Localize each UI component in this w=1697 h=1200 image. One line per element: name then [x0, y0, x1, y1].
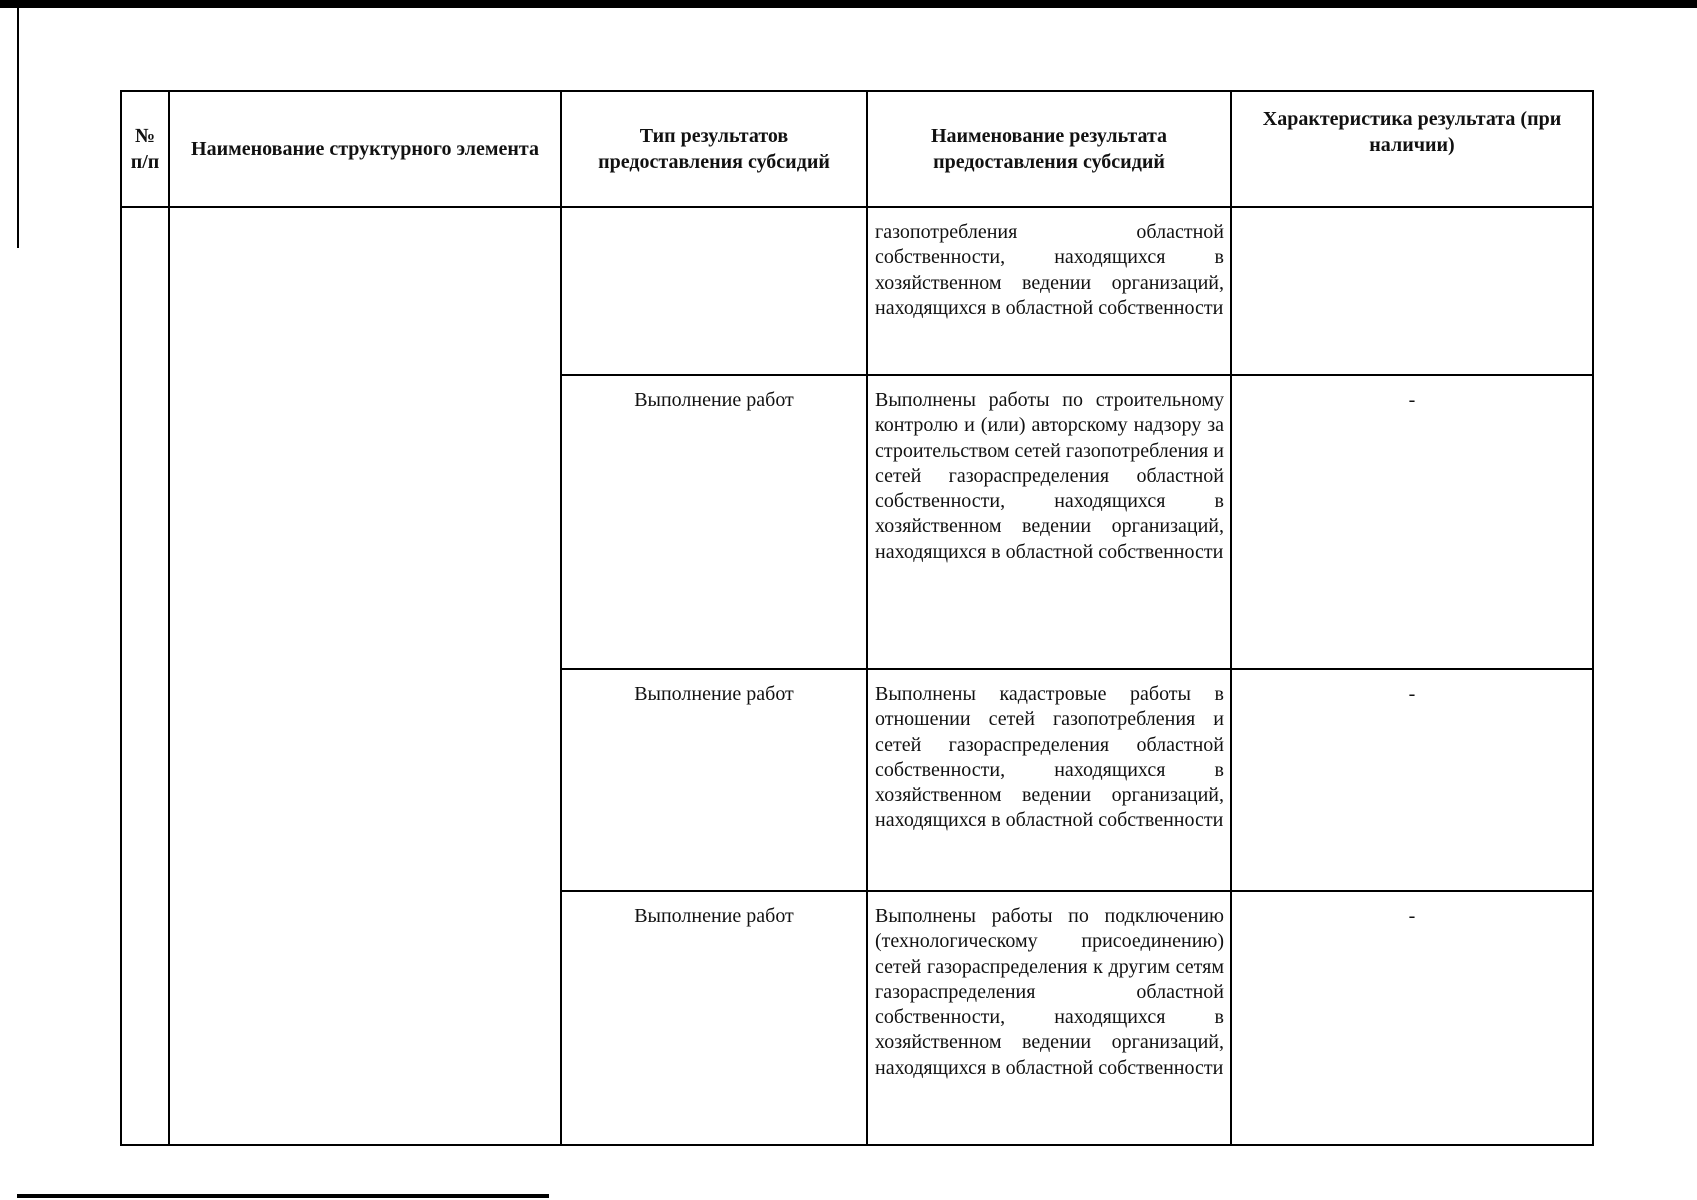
result-name-cell: Выполнены работы по подключению (технологическому присоединению) сетей газораспределения к другим сетям газораспределения областной собственности, находящихся в хозяйственном ведении организаций, находящихся в областной собственности [867, 891, 1231, 1145]
result-name-cell: Выполнены кадастровые работы в отношении сетей газопотребления и сетей газораспределения областной собственности, находящихся в хозяйственном ведении организаций, находящихся в областной собственности [867, 669, 1231, 891]
characteristic-cell: - [1231, 669, 1593, 891]
characteristic-cell [1231, 207, 1593, 375]
characteristic-cell: - [1231, 375, 1593, 669]
characteristic-cell: - [1231, 891, 1593, 1145]
type-cell: Выполнение работ [561, 669, 867, 891]
results-table [120, 90, 1594, 1146]
header-row [121, 91, 1593, 207]
scan-edge-bottom [17, 1194, 549, 1198]
result-name-cell: Выполнены работы по строительному контролю и (или) авторскому надзору за строительством сетей газопотребления и сетей газораспределения областной собственности, находящихся в хозяйственном ведении организаций, находящихся в областной собственности [867, 375, 1231, 669]
scan-edge-top [0, 0, 1697, 8]
type-cell [561, 207, 867, 375]
type-cell: Выполнение работ [561, 891, 867, 1145]
header-name: Наименование результата предоставления субсидий [867, 91, 1231, 207]
header-characteristic: Характеристика результата (при наличии) [1231, 91, 1593, 207]
type-cell: Выполнение работ [561, 375, 867, 669]
num-cell [121, 207, 169, 1145]
header-type: Тип результатов предоставления субсидий [561, 91, 867, 207]
scan-edge-left [17, 8, 19, 248]
result-name-cell: газопотребления областной собственности, находящихся в хозяйственном ведении организаций, находящихся в областной собственности [867, 207, 1231, 375]
header-element: Наименование структурного элемента [169, 91, 561, 207]
element-cell [169, 207, 561, 1145]
table-row [121, 207, 1593, 375]
header-num: № п/п [121, 91, 169, 207]
